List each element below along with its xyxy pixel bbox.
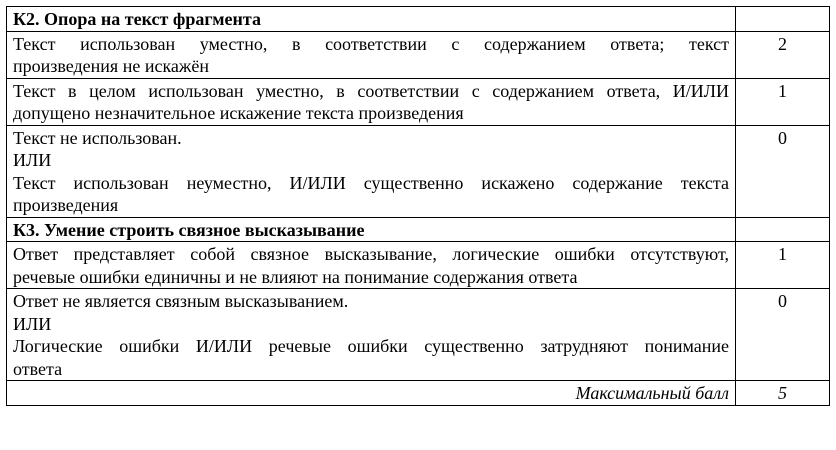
k3-header-score-cell	[736, 217, 830, 242]
k2-header-score-cell	[736, 7, 830, 32]
text-line: произведения не искажён	[13, 56, 209, 76]
k3-row-text	[7, 289, 736, 381]
text-line: Логические ошибки И/ИЛИ речевые ошибки существенно затрудняют понимание	[13, 336, 729, 356]
max-score-label: Максимальный балл	[7, 381, 736, 406]
k2-row-text	[7, 31, 736, 78]
k2-row-score-2	[7, 31, 830, 78]
text-line: ИЛИ	[13, 313, 52, 334]
k3-row-score-1	[7, 242, 830, 289]
k2-row-score-1	[7, 78, 830, 125]
score-value: 0	[736, 125, 830, 217]
text-line: Ответ представляет собой связное высказывание, логические ошибки отсутствуют,	[13, 244, 729, 264]
text-line: Текст в целом использован уместно, в соответствии с содержанием ответа, И/ИЛИ	[13, 80, 729, 101]
k2-header-row	[7, 7, 830, 32]
k2-row-text	[7, 78, 736, 125]
score-value: 2	[736, 31, 830, 78]
max-score-row	[7, 381, 830, 406]
text-line: Ответ не является связным высказыванием.	[13, 291, 349, 311]
criteria-table	[6, 6, 830, 406]
k3-title: К3. Умение строить связное высказывание	[7, 217, 736, 242]
text-line: ИЛИ	[13, 150, 52, 170]
k2-row-text	[7, 125, 736, 217]
text-line: допущено незначительное искажение текста произведения	[13, 103, 464, 123]
k3-header-row	[7, 217, 830, 242]
score-value: 1	[736, 78, 830, 125]
text-line: речевые ошибки единичны и не влияют на понимание содержания ответа	[13, 266, 578, 287]
score-value: 0	[736, 289, 830, 381]
score-value: 1	[736, 242, 830, 289]
k2-title: К2. Опора на текст фрагмента	[7, 7, 736, 32]
k2-row-score-0	[7, 125, 830, 217]
max-score-value: 5	[736, 381, 830, 406]
text-line: ответа	[13, 358, 63, 379]
text-line: Текст использован неуместно, И/ИЛИ существенно искажено содержание текста	[13, 172, 729, 193]
text-line: Текст использован уместно, в соответствии с содержанием ответа; текст	[13, 33, 729, 54]
text-line: Текст не использован.	[13, 127, 182, 148]
k3-row-score-0	[7, 289, 830, 381]
text-line: произведения	[13, 195, 119, 215]
k3-row-text	[7, 242, 736, 289]
